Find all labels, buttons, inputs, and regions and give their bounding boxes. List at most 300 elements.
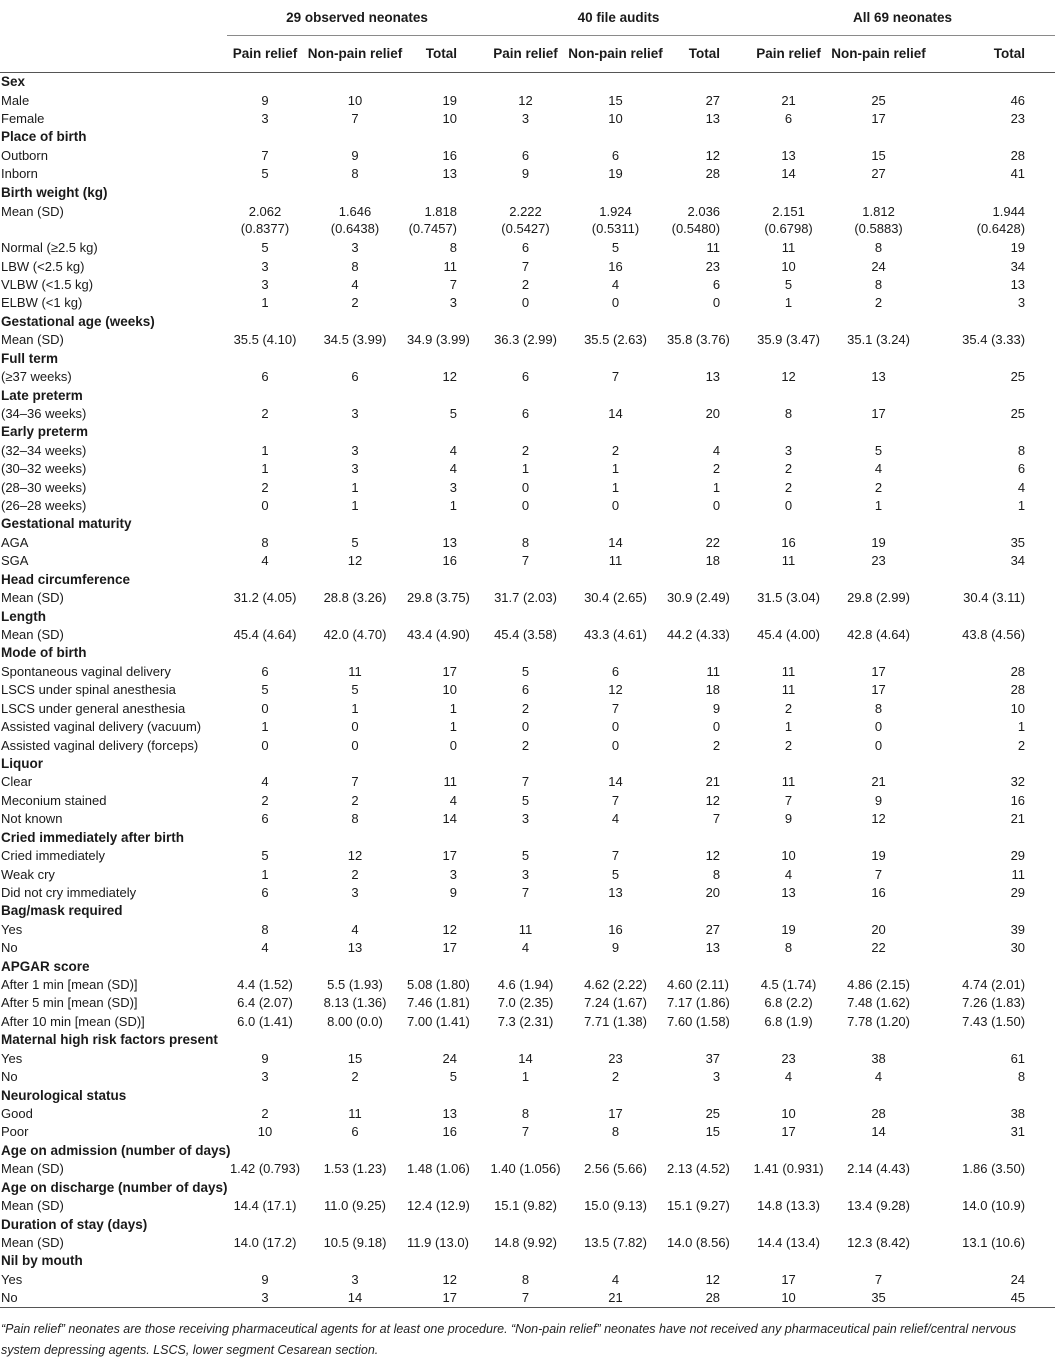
cell-value: 2.036 (0.5480)	[671, 203, 721, 236]
cell-value: 12	[705, 147, 721, 163]
cell-value: 2	[261, 479, 269, 495]
table-row	[0, 331, 1055, 349]
table-row	[0, 681, 1055, 699]
section-row	[0, 1178, 1055, 1196]
cell-value: 8	[261, 534, 269, 550]
cell-value: 15.1 (9.82)	[494, 1198, 557, 1214]
cell-value: 11	[348, 663, 362, 679]
cell-value: 3	[351, 442, 359, 458]
row-label: LSCS under general anesthesia	[1, 700, 186, 716]
cell-value: 2	[521, 737, 530, 753]
cell-value: 5	[261, 848, 269, 864]
cell-value: 2	[784, 479, 793, 495]
cell-value: 25	[1010, 369, 1026, 385]
cell-value: 13	[781, 884, 796, 900]
cell-value: 0	[521, 479, 530, 495]
cell-value: 31.7 (2.03)	[494, 590, 557, 606]
row-label: Yes	[1, 1050, 23, 1066]
cell-value: 1	[1017, 498, 1026, 514]
cell-value: 4.62 (2.22)	[584, 977, 647, 993]
cell-value: 13	[705, 111, 721, 127]
cell-value: 35.4 (3.33)	[962, 332, 1026, 348]
cell-value: 11	[706, 240, 721, 256]
cell-value: 41	[1010, 166, 1026, 182]
cell-value: 2	[351, 792, 359, 808]
section-row	[0, 644, 1055, 662]
cell-value: 0	[261, 737, 269, 753]
cell-value: 5	[611, 240, 620, 256]
cell-value: 35.1 (3.24)	[847, 332, 910, 348]
table-row	[0, 921, 1055, 939]
cell-value: 1	[351, 498, 359, 514]
table-row	[0, 91, 1055, 109]
row-label: Yes	[1, 1271, 23, 1287]
cell-value: 28	[871, 1105, 886, 1121]
cell-value: 11.0 (9.25)	[324, 1198, 386, 1214]
cell-value: 1	[874, 498, 883, 514]
table-row	[0, 534, 1055, 552]
cell-value: 2	[611, 442, 620, 458]
cell-value: 12	[608, 682, 623, 698]
cell-value: 43.3 (4.61)	[584, 627, 647, 643]
table-row	[0, 1234, 1055, 1252]
cell-value: 8	[521, 1105, 530, 1121]
row-label: Spontaneous vaginal delivery	[1, 663, 171, 679]
cell-value: 12	[442, 1271, 458, 1287]
cell-value: 0	[712, 719, 721, 735]
cell-value: 7	[611, 848, 620, 864]
cell-value: 4	[874, 1069, 883, 1085]
cell-value: 2	[521, 277, 530, 292]
cell-value: 10	[257, 1124, 273, 1140]
cell-value: 15	[705, 1124, 721, 1140]
section-title: Maternal high risk factors present	[1, 1032, 218, 1048]
cell-value: 12	[781, 369, 796, 385]
cell-value: 27	[705, 921, 721, 937]
cell-value: 13.4 (9.28)	[847, 1198, 910, 1214]
cell-value: 30.4 (2.65)	[584, 590, 647, 606]
cell-value: 23	[608, 1050, 623, 1066]
cell-value: 12	[871, 811, 886, 827]
cell-value: 21	[608, 1290, 623, 1306]
table-row	[0, 497, 1055, 515]
cell-value: 3	[261, 1069, 269, 1085]
cell-value: 20	[705, 405, 721, 421]
cell-value: 17	[442, 940, 458, 956]
cell-value: 2	[351, 295, 359, 311]
cell-value: 13.1 (10.6)	[962, 1234, 1026, 1250]
section-row	[0, 184, 1055, 202]
cell-value: 19	[1010, 240, 1026, 256]
cell-value: 6	[261, 369, 269, 385]
row-label: Assisted vaginal delivery (vacuum)	[1, 719, 202, 735]
cell-value: 14.4 (13.4)	[757, 1234, 820, 1250]
column-header: Non-pain relief	[831, 46, 926, 61]
section-row	[0, 1252, 1055, 1270]
row-label: Not known	[1, 811, 63, 827]
cell-value: 10	[442, 682, 458, 698]
cell-value: 6.8 (1.9)	[764, 1013, 813, 1029]
cell-value: 9	[261, 1271, 269, 1287]
cell-value: 3	[1017, 295, 1026, 311]
section-title: Cried immediately after birth	[1, 829, 185, 845]
cell-value: 11.9 (13.0)	[407, 1234, 469, 1250]
cell-value: 11	[348, 1105, 362, 1121]
cell-value: 31.5 (3.04)	[757, 590, 820, 606]
cell-value: 37	[705, 1050, 721, 1066]
table-row	[0, 994, 1055, 1012]
row-label: Mean (SD)	[1, 627, 64, 643]
cell-value: 14.8 (13.3)	[757, 1198, 820, 1214]
row-label: Did not cry immediately	[1, 884, 137, 900]
cell-value: 35.9 (3.47)	[757, 332, 820, 348]
table-row	[0, 294, 1055, 312]
cell-value: 8	[521, 1271, 530, 1287]
cell-value: 7	[784, 792, 793, 808]
cell-value: 7.26 (1.83)	[962, 995, 1026, 1011]
column-header-row	[0, 36, 1055, 73]
cell-value: 0	[874, 719, 883, 735]
row-label: LSCS under spinal anesthesia	[1, 682, 176, 698]
cell-value: 2	[712, 461, 721, 477]
section-title: Nil by mouth	[1, 1253, 83, 1269]
section-title: Gestational maturity	[1, 516, 132, 532]
cell-value: 6	[521, 682, 530, 698]
cell-value: 4	[784, 866, 793, 882]
cell-value: 28	[705, 166, 721, 182]
cell-value: 2	[521, 442, 530, 458]
cell-value: 2	[351, 866, 359, 882]
cell-value: 12	[705, 1271, 721, 1287]
cell-value: 1	[784, 295, 793, 311]
cell-value: 1	[261, 461, 269, 477]
cell-value: 10	[781, 258, 796, 274]
row-label: AGA	[1, 534, 29, 550]
cell-value: 8	[1017, 1069, 1026, 1085]
table-row	[0, 1068, 1055, 1086]
cell-value: 19	[608, 166, 623, 182]
cell-value: 34.9 (3.99)	[407, 332, 470, 348]
cell-value: 1.53 (1.23)	[323, 1161, 387, 1177]
cell-value: 7	[521, 553, 530, 569]
cell-value: 2	[784, 461, 793, 477]
cell-value: 5	[449, 405, 458, 421]
row-label: After 5 min [mean (SD)]	[1, 995, 138, 1011]
cell-value: 42.8 (4.64)	[847, 627, 910, 643]
cell-value: 18	[705, 682, 721, 698]
cell-value: 5.5 (1.93)	[327, 977, 383, 993]
cell-value: 1	[611, 461, 620, 477]
cell-value: 16	[1010, 792, 1026, 808]
cell-value: 34.5 (3.99)	[323, 332, 387, 348]
cell-value: 1.48 (1.06)	[407, 1161, 470, 1177]
cell-value: 6	[611, 663, 620, 679]
cell-value: 2	[784, 700, 793, 716]
cell-value: 5.08 (1.80)	[407, 977, 470, 993]
cell-value: 7.60 (1.58)	[667, 1013, 730, 1029]
cell-value: 10	[1010, 700, 1026, 716]
cell-value: 3	[521, 111, 530, 127]
cell-value: 29	[1010, 848, 1026, 864]
table-row	[0, 810, 1055, 828]
cell-value: 13	[871, 369, 886, 385]
row-label: Female	[1, 111, 45, 127]
cell-value: 7	[521, 884, 530, 900]
section-title: Place of birth	[1, 129, 87, 145]
table-row	[0, 552, 1055, 570]
cell-value: 2	[521, 700, 530, 716]
row-label: Yes	[1, 921, 23, 937]
cell-value: 6	[784, 111, 793, 127]
cell-value: 16	[442, 147, 458, 163]
row-label: No	[1, 1069, 18, 1085]
section-title: Length	[1, 608, 46, 624]
row-label: SGA	[1, 553, 29, 569]
cell-value: 2.13 (4.52)	[667, 1161, 730, 1177]
column-header: Total	[688, 46, 721, 61]
cell-value: 7.46 (1.81)	[407, 995, 470, 1011]
cell-value: 34	[1010, 258, 1026, 274]
row-label: Mean (SD)	[1, 332, 64, 348]
cell-value: 12	[442, 921, 458, 937]
cell-value: 28	[1010, 682, 1026, 698]
cell-value: 24	[1010, 1271, 1026, 1287]
table-row	[0, 1123, 1055, 1141]
cell-value: 4	[261, 774, 269, 790]
table-row	[0, 1271, 1055, 1289]
cell-value: 24	[871, 258, 886, 274]
cell-value: 7.00 (1.41)	[407, 1013, 470, 1029]
row-label: Normal (≥2.5 kg)	[1, 240, 98, 256]
table-footnote: “Pain relief” neonates are those receiving pharmaceutical agents for at least one procedure. “Non-pain relief” neonates have not received any pharmaceutical pain relief/central nervous system depressing agents. LSCS, lower segment Cesarean section.	[1, 1322, 1017, 1358]
cell-value: 35.5 (2.63)	[584, 332, 647, 348]
table-row	[0, 792, 1055, 810]
cell-value: 8	[874, 277, 883, 292]
cell-value: 10	[781, 848, 796, 864]
cell-value: 9	[784, 811, 793, 827]
table-row	[0, 626, 1055, 644]
row-label: VLBW (<1.5 kg)	[1, 277, 94, 292]
cell-value: 5	[261, 240, 269, 256]
cell-value: 1	[611, 479, 620, 495]
cell-value: 8	[521, 534, 530, 550]
row-label: After 1 min [mean (SD)]	[1, 977, 138, 993]
cell-value: 0	[521, 498, 530, 514]
cell-value: 0	[521, 295, 530, 311]
cell-value: 0	[712, 295, 721, 311]
cell-value: 6	[261, 884, 269, 900]
section-title: Age on admission (number of days)	[1, 1142, 231, 1158]
cell-value: 10	[781, 1290, 796, 1306]
section-row	[0, 607, 1055, 625]
cell-value: 3	[449, 479, 458, 495]
row-label: Cried immediately	[1, 848, 106, 864]
cell-value: 1	[712, 479, 721, 495]
cell-value: 6	[261, 663, 269, 679]
cell-value: 1	[449, 700, 458, 716]
cell-value: 13	[705, 369, 721, 385]
cell-value: 14	[871, 1124, 886, 1140]
cell-value: 4.4 (1.52)	[237, 977, 293, 993]
group-header-row	[0, 0, 1055, 36]
cell-value: 4	[521, 940, 530, 956]
cell-value: 16	[871, 884, 886, 900]
table-row	[0, 202, 1055, 239]
cell-value: 9	[261, 92, 269, 108]
cell-value: 3	[521, 866, 530, 882]
cell-value: 2	[712, 737, 721, 753]
cell-value: 13	[442, 534, 458, 550]
row-label: (≥37 weeks)	[1, 369, 72, 385]
cell-value: 17	[442, 1290, 458, 1306]
cell-value: 7	[351, 111, 359, 127]
row-label: No	[1, 940, 18, 956]
cell-value: 5	[874, 442, 883, 458]
cell-value: 5	[521, 663, 530, 679]
row-label: Poor	[1, 1124, 29, 1140]
cell-value: 45	[1010, 1290, 1026, 1306]
cell-value: 2	[611, 1069, 620, 1085]
cell-value: 7.3 (2.31)	[497, 1013, 554, 1029]
cell-value: 13	[608, 884, 623, 900]
cell-value: 45.4 (4.00)	[757, 627, 820, 643]
cell-value: 7	[611, 700, 620, 716]
cell-value: 43.8 (4.56)	[962, 627, 1026, 643]
cell-value: 4.6 (1.94)	[497, 977, 554, 993]
cell-value: 4	[351, 277, 359, 292]
table-row	[0, 478, 1055, 496]
cell-value: 23	[705, 258, 721, 274]
cell-value: 17	[608, 1105, 623, 1121]
section-row	[0, 755, 1055, 773]
section-row	[0, 423, 1055, 441]
table-row	[0, 1289, 1055, 1308]
section-row	[0, 349, 1055, 367]
cell-value: 8.00 (0.0)	[327, 1013, 383, 1029]
row-label: Good	[1, 1105, 33, 1121]
cell-value: 14	[781, 166, 796, 182]
cell-value: 15	[608, 92, 623, 108]
cell-value: 7	[449, 277, 458, 292]
cell-value: 43.4 (4.90)	[407, 627, 470, 643]
cell-value: 0	[521, 719, 530, 735]
cell-value: 3	[261, 277, 269, 292]
section-row	[0, 1031, 1055, 1049]
row-label: Male	[1, 92, 30, 108]
cell-value: 19	[871, 534, 886, 550]
cell-value: 4	[261, 553, 269, 569]
cell-value: 4.5 (1.74)	[760, 977, 817, 993]
cell-value: 2.062 (0.8377)	[240, 203, 290, 236]
cell-value: 22	[871, 940, 886, 956]
section-row	[0, 313, 1055, 331]
cell-value: 14.0 (8.56)	[667, 1234, 730, 1250]
cell-value: 30	[1010, 940, 1026, 956]
cell-value: 13.5 (7.82)	[584, 1234, 647, 1250]
cell-value: 2	[261, 405, 269, 421]
cell-value: 5	[521, 792, 530, 808]
cell-value: 0	[611, 295, 620, 311]
column-header: Pain relief	[232, 46, 298, 61]
cell-value: 7	[712, 811, 721, 827]
cell-value: 6	[521, 369, 530, 385]
cell-value: 4.86 (2.15)	[847, 977, 910, 993]
group-header: All 69 neonates	[750, 0, 1055, 36]
cell-value: 0	[449, 737, 458, 753]
cell-value: 5	[261, 682, 269, 698]
table-row	[0, 773, 1055, 791]
cell-value: 22	[705, 534, 721, 550]
cell-value: 5	[449, 1069, 458, 1085]
section-row	[0, 902, 1055, 920]
cell-value: 28	[1010, 663, 1026, 679]
table-row	[0, 442, 1055, 460]
cell-value: 32	[1010, 774, 1026, 790]
section-row	[0, 1215, 1055, 1233]
cell-value: 14.4 (17.1)	[233, 1198, 297, 1214]
cell-value: 11	[781, 682, 796, 698]
cell-value: 7	[521, 1124, 530, 1140]
table-row	[0, 147, 1055, 165]
cell-value: 30.9 (2.49)	[667, 590, 730, 606]
table-row	[0, 368, 1055, 386]
cell-value: 7	[261, 147, 269, 163]
cell-value: 4.60 (2.11)	[667, 977, 729, 993]
cell-value: 5	[784, 277, 793, 292]
table-row	[0, 865, 1055, 883]
table-row	[0, 239, 1055, 257]
column-header: Non-pain relief	[307, 46, 403, 61]
group-header: 29 observed neonates	[227, 0, 487, 36]
cell-value: 7	[521, 774, 530, 790]
cell-value: 13	[705, 940, 721, 956]
cell-value: 8	[784, 940, 793, 956]
cell-value: 11	[608, 553, 623, 569]
table-row	[0, 700, 1055, 718]
cell-value: 10	[608, 111, 623, 127]
cell-value: 6	[521, 147, 530, 163]
row-label: Assisted vaginal delivery (forceps)	[1, 737, 199, 753]
column-header: Total	[425, 46, 458, 61]
cell-value: 7	[521, 1290, 530, 1306]
section-title: Early preterm	[1, 424, 89, 440]
cell-value: 42.0 (4.70)	[323, 627, 387, 643]
table-row	[0, 1197, 1055, 1215]
cell-value: 2.151 (0.6798)	[764, 203, 813, 236]
cell-value: 17	[442, 848, 458, 864]
cell-value: 4	[611, 811, 620, 827]
group-header: 40 file audits	[487, 0, 750, 36]
cell-value: 10	[347, 92, 363, 108]
row-label: Inborn	[1, 166, 38, 182]
cell-value: 11	[518, 921, 533, 937]
cell-value: 6.8 (2.2)	[764, 995, 813, 1011]
cell-value: 12	[442, 369, 458, 385]
row-label: LBW (<2.5 kg)	[1, 258, 85, 274]
table-row	[0, 939, 1055, 957]
column-header: Pain relief	[756, 46, 821, 61]
cell-value: 2	[874, 479, 883, 495]
section-row	[0, 128, 1055, 146]
cell-value: 1	[261, 295, 269, 311]
cell-value: 25	[871, 92, 886, 108]
column-header: Non-pain relief	[568, 46, 663, 61]
cell-value: 3	[784, 442, 793, 458]
cell-value: 1.86 (3.50)	[962, 1161, 1026, 1177]
cell-value: 4	[784, 1069, 793, 1085]
cell-value: 13	[442, 166, 458, 182]
cell-value: 16	[608, 921, 623, 937]
